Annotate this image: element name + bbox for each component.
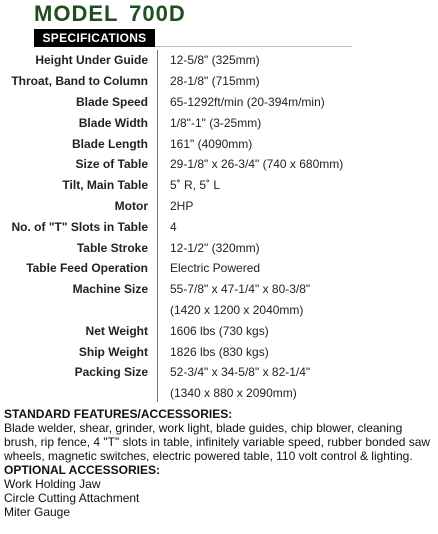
spec-value: 28-1/8" (715mm) [170, 74, 260, 89]
spec-row [0, 237, 438, 258]
model-title: MODEL 700D [34, 1, 186, 26]
spec-row [0, 196, 438, 217]
accessories-section [4, 407, 436, 519]
optional-accessories-heading: OPTIONAL ACCESSORIES: [4, 463, 161, 477]
header-rule [155, 46, 352, 47]
spec-row [0, 154, 438, 175]
spec-value: 1826 lbs (830 kgs) [170, 344, 269, 359]
spec-value: 5˚ R, 5˚ L [170, 178, 221, 193]
standard-features-text: Blade welder, shear, grinder, work light, blade guides, chip blower, cleaning brush, rip fence, 4 "T" slots in table, infinitely variable speed, rubber bonded saw wheels, magnetic switches, electric powered table, 110 volt control & lighting. [4, 421, 431, 463]
spec-label: Blade Width [78, 115, 148, 130]
spec-row [0, 92, 438, 113]
specifications-header: SPECIFICATIONS [34, 29, 155, 47]
spec-value: 29-1/8" x 26-3/4" (740 x 680mm) [170, 157, 344, 172]
spec-row [0, 216, 438, 237]
spec-label: Height Under Guide [35, 53, 148, 68]
spec-row [0, 300, 438, 321]
spec-row [0, 175, 438, 196]
spec-label: Tilt, Main Table [62, 178, 148, 193]
spec-value: 161" (4090mm) [170, 136, 253, 151]
optional-item: Miter Gauge [4, 505, 71, 519]
optional-item: Circle Cutting Attachment [4, 491, 140, 505]
specifications-table [0, 50, 438, 404]
spec-row [0, 50, 438, 71]
spec-label: Blade Speed [75, 94, 148, 109]
spec-row [0, 258, 438, 279]
spec-value: 1/8"-1" (3-25mm) [170, 115, 262, 130]
spec-value: 4 [170, 219, 177, 234]
standard-features-heading: STANDARD FEATURES/ACCESSORIES: [4, 407, 233, 421]
spec-row [0, 362, 438, 383]
spec-label: Throat, Band to Column [11, 74, 148, 89]
spec-label: Table Feed Operation [26, 261, 148, 276]
spec-row [0, 383, 438, 404]
spec-row [0, 341, 438, 362]
spec-label: Motor [114, 198, 148, 213]
spec-label: No. of "T" Slots in Table [11, 219, 148, 234]
spec-row [0, 279, 438, 300]
spec-row [0, 133, 438, 154]
spec-value: 2HP [170, 198, 194, 213]
spec-label: Net Weight [85, 323, 148, 338]
spec-value: (1340 x 880 x 2090mm) [170, 386, 297, 401]
spec-row [0, 320, 438, 341]
spec-label: Size of Table [75, 157, 148, 172]
spec-value: 12-5/8" (325mm) [170, 53, 260, 68]
spec-label: Table Stroke [76, 240, 148, 255]
spec-value: (1420 x 1200 x 2040mm) [170, 302, 304, 317]
spec-label: Packing Size [74, 365, 148, 380]
spec-label: Blade Length [71, 136, 148, 151]
spec-label: Machine Size [72, 282, 148, 297]
spec-value: 55-7/8" x 47-1/4" x 80-3/8" [170, 282, 311, 297]
spec-value: Electric Powered [170, 261, 261, 276]
spec-label: Ship Weight [78, 344, 148, 359]
spec-value: 1606 lbs (730 kgs) [170, 323, 269, 338]
spec-row [0, 112, 438, 133]
spec-value: 65-1292ft/min (20-394m/min) [170, 94, 325, 109]
spec-value: 52-3/4" x 34-5/8" x 82-1/4" [170, 365, 311, 380]
spec-row [0, 71, 438, 92]
optional-item: Work Holding Jaw [4, 477, 101, 491]
spec-value: 12-1/2" (320mm) [170, 240, 260, 255]
